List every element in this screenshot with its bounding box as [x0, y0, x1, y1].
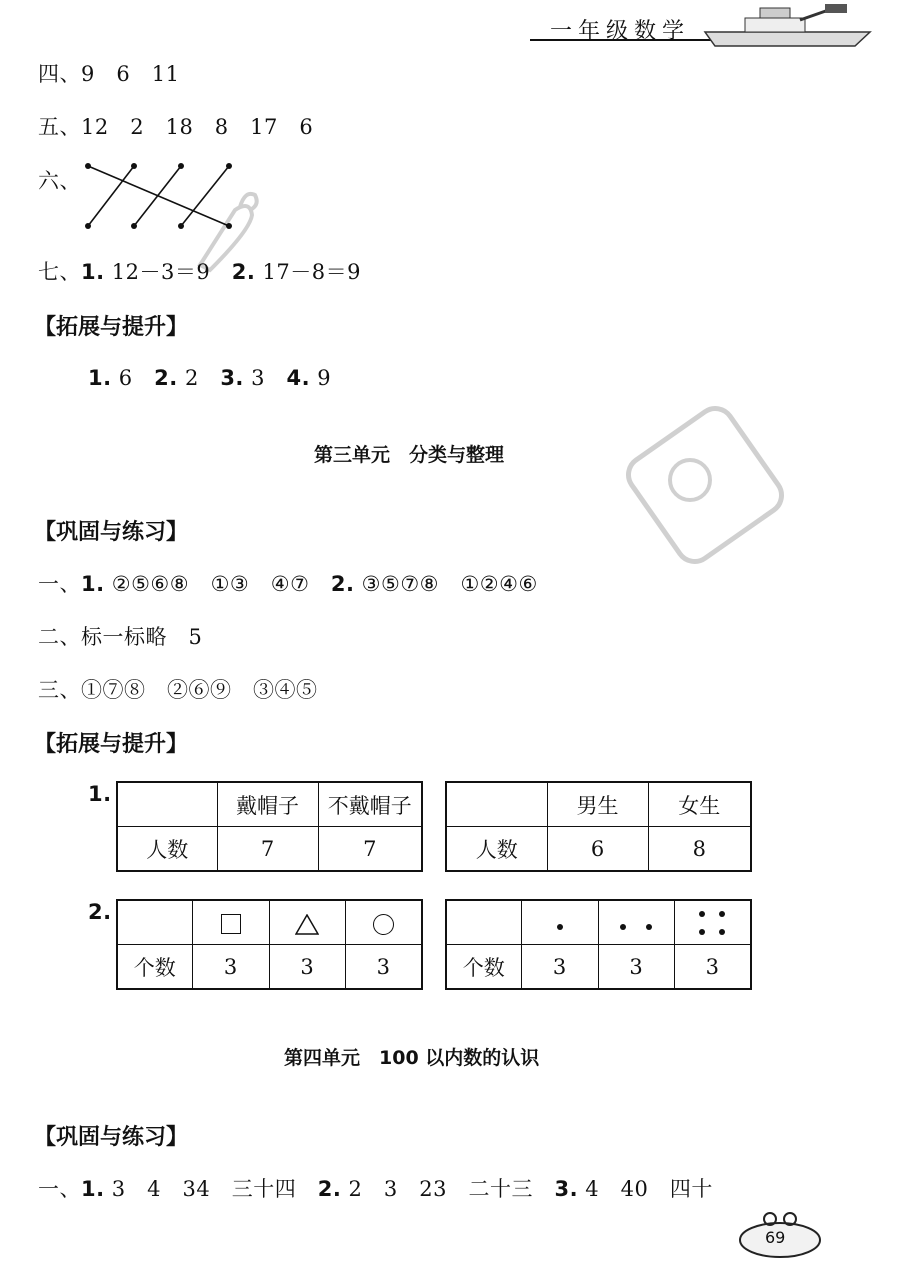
table-header: [598, 900, 674, 945]
square-icon: [221, 914, 241, 934]
practice-heading: 【巩固与练习】: [34, 520, 189, 545]
table-cell: 7: [217, 827, 318, 872]
table-row-label: 个数: [446, 945, 521, 990]
answer-value: 9: [317, 366, 332, 390]
question-number: 3.: [554, 1177, 579, 1201]
table-cell: 3: [598, 945, 674, 990]
answer-line-7: [38, 256, 361, 286]
table-header: [192, 900, 269, 945]
question-number: 1.: [88, 366, 112, 390]
table-header: 男生: [547, 782, 648, 827]
question-number: 2.: [154, 366, 178, 390]
header-subject: 一年级数学: [550, 19, 691, 44]
question-number: 4.: [286, 366, 311, 390]
extension-answers: [88, 362, 331, 392]
line-text: 12 2 18 8 17 6: [81, 115, 314, 139]
table-row-label: 人数: [117, 827, 217, 872]
table-header: 女生: [648, 782, 751, 827]
unit3-answer-1: [38, 568, 538, 598]
equation-1: 12－3＝9: [111, 260, 211, 284]
table-cell: 3: [521, 945, 598, 990]
answer-line-6: [38, 165, 81, 195]
table-header: [345, 900, 422, 945]
page-number: 69: [765, 1228, 786, 1247]
line-label: 四、: [38, 62, 81, 86]
match-line-3: [134, 166, 181, 226]
question-number: 2.: [330, 572, 355, 596]
line-label: 六、: [38, 169, 81, 193]
table-cell: 3: [674, 945, 751, 990]
table-cell: [446, 782, 547, 827]
answer-text: ②⑤⑥⑧ ①③ ④⑦: [111, 572, 310, 596]
extension-heading-2: 【拓展与提升】: [34, 732, 189, 757]
question-number: 2.: [231, 260, 256, 284]
question-number: 2.: [317, 1177, 342, 1201]
dots-count-table: [445, 899, 752, 990]
table-header: 不戴帽子: [318, 782, 422, 827]
line-label: 五、: [38, 115, 81, 139]
table-row-label: 人数: [446, 827, 547, 872]
question-number: 1.: [88, 782, 112, 806]
table-cell: 3: [269, 945, 345, 990]
answer-text: 2 3 23 二十三: [348, 1177, 533, 1201]
table-cell: [117, 782, 217, 827]
answer-text: 标一标略 5: [81, 625, 203, 649]
unit4-answer-1: [38, 1173, 713, 1203]
unit-3-title: 第三单元 分类与整理: [314, 444, 505, 466]
table-question-number-2: [88, 900, 112, 924]
unit3-answer-3: [38, 674, 318, 704]
page-header: [530, 0, 900, 50]
answer-value: 6: [118, 366, 133, 390]
question-number: 1.: [81, 572, 105, 596]
circle-icon: [373, 914, 394, 935]
unit-4-title: 第四单元 100 以内数的认识: [284, 1047, 540, 1069]
dot-icon: [646, 924, 652, 930]
table-row-label: 个数: [117, 945, 192, 990]
dot-icon: [620, 924, 626, 930]
table-question-number: [88, 782, 112, 806]
shape-count-table: [116, 899, 423, 990]
answer-line-4: [38, 58, 179, 88]
hat-table: [116, 781, 423, 872]
table-cell: 6: [547, 827, 648, 872]
unit3-answer-2: [38, 621, 202, 651]
table-header: [269, 900, 345, 945]
table-cell: 3: [192, 945, 269, 990]
line-label: 七、: [38, 260, 81, 284]
question-number: 2.: [88, 900, 112, 924]
four-dots-icon: [692, 908, 732, 938]
question-number: 3.: [220, 366, 244, 390]
triangle-icon: [295, 914, 319, 935]
answer-text: 4 40 四十: [585, 1177, 713, 1201]
table-cell: 3: [345, 945, 422, 990]
answer-text: ③⑤⑦⑧ ①②④⑥: [361, 572, 538, 596]
line-label: 三、: [38, 678, 81, 702]
match-line-4: [181, 166, 229, 226]
question-number: 1.: [81, 260, 105, 284]
table-header: 戴帽子: [217, 782, 318, 827]
seal-watermark-icon: [615, 395, 795, 575]
table-cell: 8: [648, 827, 751, 872]
answer-text: ①⑦⑧ ②⑥⑨ ③④⑤: [81, 678, 318, 702]
equation-2: 17－8＝9: [262, 260, 361, 284]
table-cell: [117, 900, 192, 945]
line-label: 一、: [38, 572, 81, 596]
line-label: 二、: [38, 625, 81, 649]
extension-heading: 【拓展与提升】: [34, 315, 189, 340]
one-dot-icon: [557, 924, 563, 930]
table-header: [521, 900, 598, 945]
answer-value: 3: [251, 366, 265, 390]
table-cell: [446, 900, 521, 945]
table-cell: 7: [318, 827, 422, 872]
answer-value: 2: [184, 366, 199, 390]
answer-line-5: [38, 111, 313, 141]
line-label: 一、: [38, 1177, 81, 1201]
question-number: 1.: [81, 1177, 105, 1201]
line-text: 9 6 11: [81, 62, 180, 86]
matching-lines-diagram: [80, 160, 250, 235]
practice-heading-2: 【巩固与练习】: [34, 1125, 189, 1150]
table-header: [674, 900, 751, 945]
gender-table: [445, 781, 752, 872]
answer-text: 3 4 34 三十四: [111, 1177, 297, 1201]
